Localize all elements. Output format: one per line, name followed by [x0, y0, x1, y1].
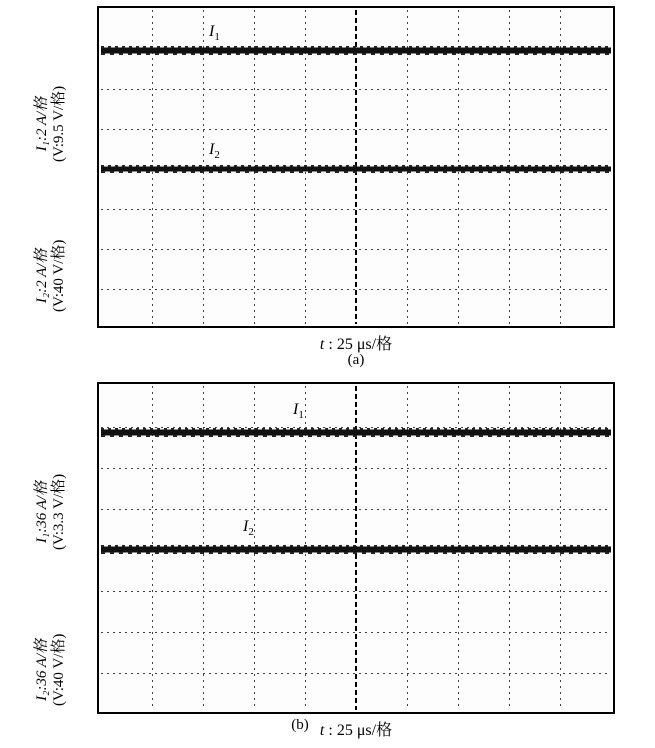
scope-graticule-b [101, 386, 611, 710]
x-axis-label-b: t : 25 μs/格 [319, 722, 393, 739]
oscilloscope-screen-b [97, 382, 615, 714]
y-axis-label-bottom-b: I₂:36 A/格 (V:40 V/格) [34, 633, 68, 706]
waveform-trace-i2-b [101, 547, 611, 552]
scope-graticule-a [101, 10, 611, 324]
figure-b [0, 372, 655, 748]
oscilloscope-screen-a [97, 6, 615, 328]
trace-label-i1-a: $I_1$ [209, 23, 220, 44]
waveform-trace-i1-a [101, 48, 611, 53]
trace-label-i2-b: $I_2$ [243, 518, 254, 539]
waveform-trace-i1-b [101, 430, 611, 435]
y-axis-label-top-a: I₁:2 A/格 (V:9.5 V/格) [34, 85, 68, 162]
waveform-trace-i2-a [101, 167, 611, 171]
figure-caption-a: (a) [347, 352, 365, 368]
trace-label-i1-b: $I_1$ [293, 401, 304, 422]
trace-label-i2-a: $I_2$ [209, 141, 220, 162]
y-axis-label-bottom-a: I₂:2 A/格 (V:40 V/格) [34, 239, 68, 312]
y-axis-label-top-b: I₁:36 A/格 (V:3.3 V/格) [34, 473, 68, 550]
figure-a [0, 0, 655, 372]
x-axis-label-a: t : 25 μs/格 [319, 336, 393, 353]
figure-caption-b: (b) [291, 717, 309, 733]
scope-frame-a [97, 6, 615, 328]
scope-frame-b [97, 382, 615, 714]
